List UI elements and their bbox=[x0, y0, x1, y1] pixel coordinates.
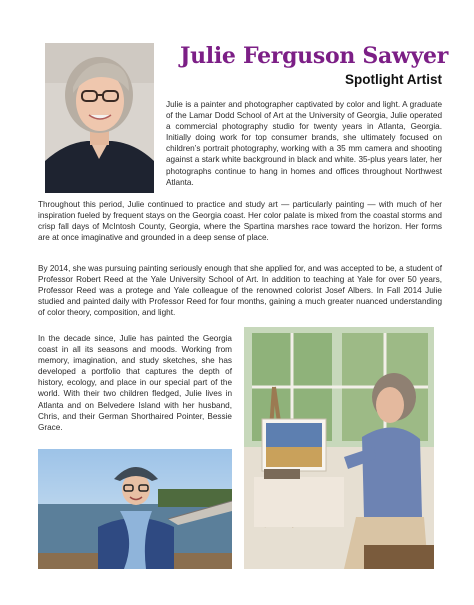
bio-paragraph-3: By 2014, she was pursuing painting seriously enough that she applied for, and was accepted to be, a student of Professor Robert Reed at the Yale University School of Art. In addition to teaching at Yale for over 50 years, Professor Reed was a protege and Yale colleague of the renowned colorist Josef Albers. In Fall 2014 Julie studied and painted daily with Professor Reed for four months, gaining a much greater nuanced understanding of color theory, composition, and light. bbox=[38, 264, 442, 318]
studio-painting-photo bbox=[244, 327, 434, 569]
artist-portrait-photo bbox=[45, 43, 154, 193]
section-subtitle: Spotlight Artist bbox=[345, 72, 442, 87]
bio-paragraph-2: Throughout this period, Julie continued to practice and study art — particularly painting — with much of her inspiration fueled by frequent stays on the Georgia coast. Her color palate is mixed from the coastal storms and crisp fall days of McIntosh County, Georgia, where the Spartina marshes race toward the horizon. Her forms are at once imaginative and grounded in a deep sense of place. bbox=[38, 200, 442, 243]
bio-paragraph-1: Julie is a painter and photographer captivated by color and light. A graduate of the Lamar Dodd School of Art at the University of Georgia, Julie operated a commercial photography studio for twenty years in Atlanta, Georgia. Initially doing work for top consumer brands, she ultimately focused on children’s portrait photography, working with a 35 mm camera and shooting against a stark white background in black and white. 35-plus years later, her photographs continue to hang in homes and offices throughout Northwest Atlanta. bbox=[166, 100, 442, 187]
outdoor-waterfront-photo bbox=[38, 449, 232, 569]
artist-name: Julie Ferguson Sawyer bbox=[180, 43, 449, 69]
bio-paragraph-4: In the decade since, Julie has painted the Georgia coast in all its seasons and moods. Working from memory, imagination, and study sketches, she has developed a portfolio that captures the depth of history, ecology, and place in our special part of the world. With their two children fledged, Julie lives in Atlanta and on Belvedere Island with her husband, Chris, and their German Shorthaired Pointer, Bessie Grace. bbox=[38, 334, 232, 432]
